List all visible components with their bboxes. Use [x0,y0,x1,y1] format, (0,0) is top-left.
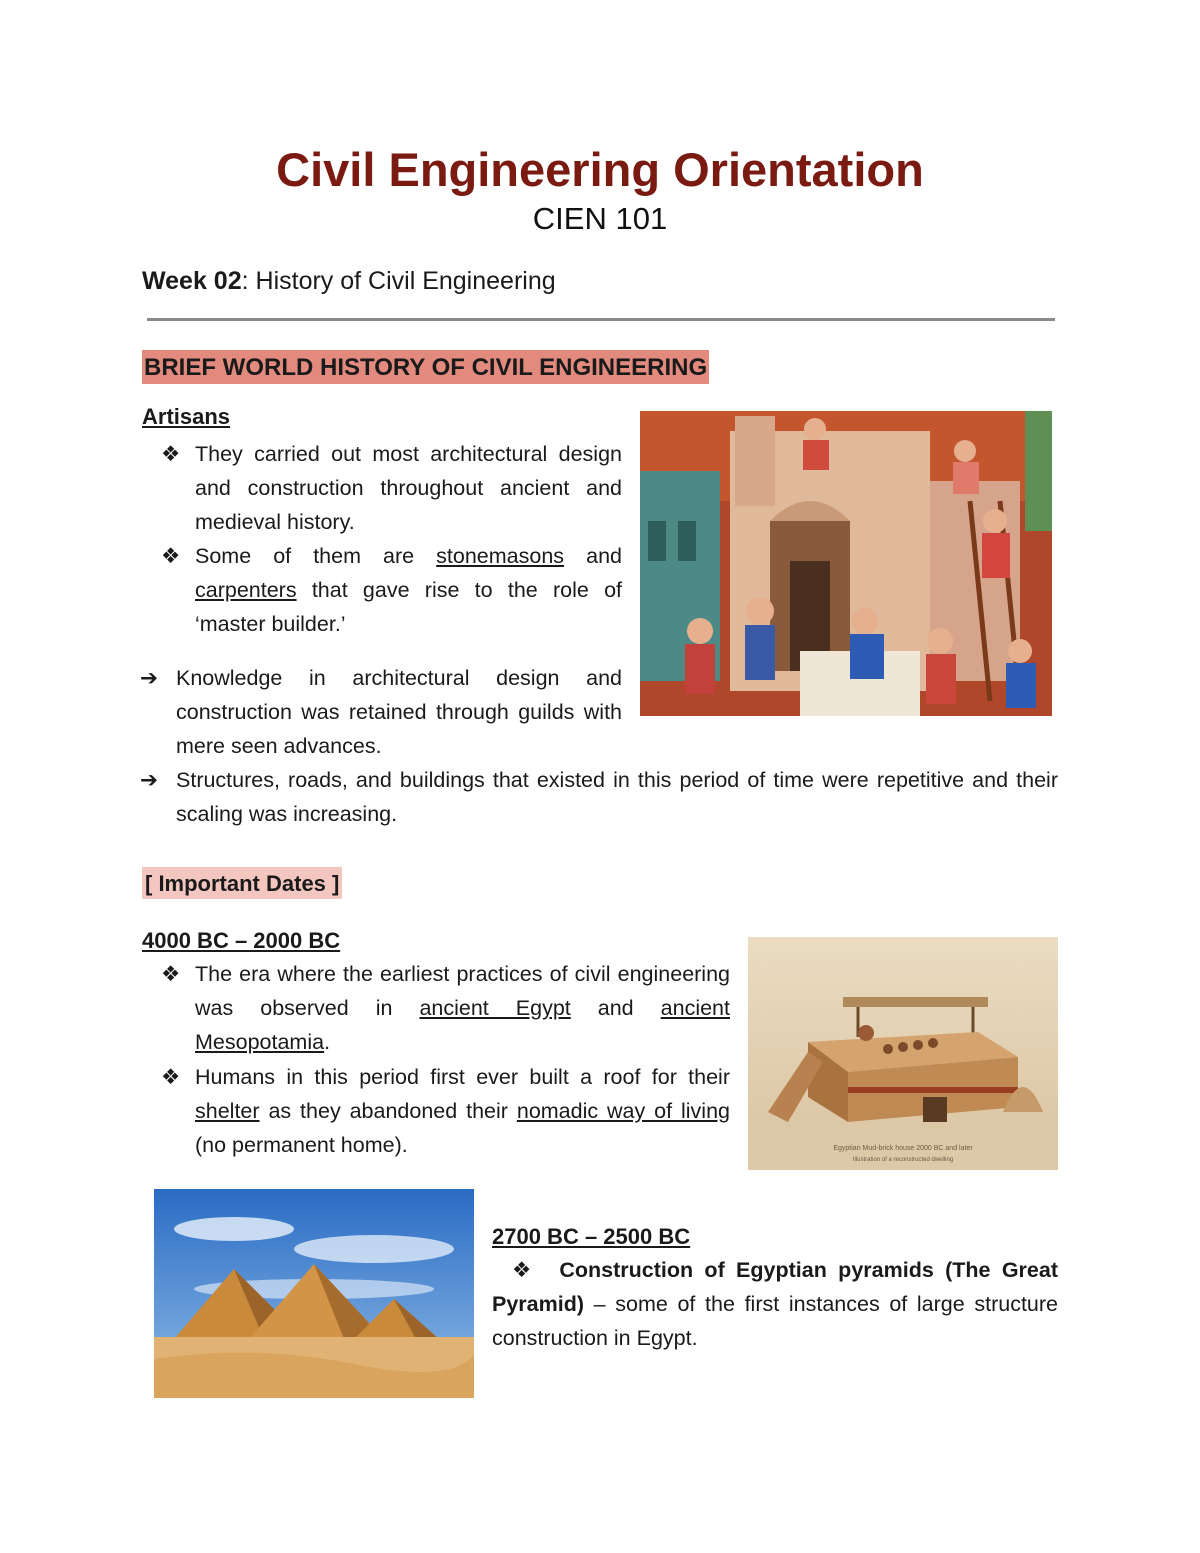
carpenters-term: carpenters [195,578,297,602]
document-title: Civil Engineering Orientation [276,143,924,196]
mudbrick-house-image [748,937,1058,1170]
arrow-text: Structures, roads, and buildings that existed in this period of time were repetitive and their scaling was increasing. [176,768,1058,826]
ancient-egypt-term: ancient Egypt [419,996,571,1020]
artisans-arrow-1 [140,661,622,763]
bullet-text: . [324,1030,331,1054]
bullet-text: They carried out most architectural design and construction throughout ancient and medieval history. [195,442,622,534]
artisans-bullet-1 [161,437,622,539]
bullet-text: The era where the earliest practices of civil engineering was observed in [195,962,730,1020]
bullet-text: and [564,544,622,568]
shelter-term: shelter [195,1099,260,1123]
week-line [142,267,556,296]
medieval-builders-image [640,411,1052,716]
medieval-builders-illustration [640,411,1052,716]
important-dates-label: [ Important Dates ] [142,867,342,899]
artisans-bullet-2 [161,539,622,641]
section-heading: BRIEF WORLD HISTORY OF CIVIL ENGINEERING [142,350,709,384]
arrow-text: Knowledge in architectural design and construction was retained through guilds with mere seen advances. [176,666,622,758]
pyramids-image [154,1189,474,1398]
period-1-heading: 4000 BC – 2000 BC [142,928,341,953]
arrow-right-icon: ➔ [140,768,159,792]
period-2-heading: 2700 BC – 2500 BC [492,1224,691,1249]
bullet-text: – some of the first instances of large structure construction in Egypt. [492,1292,1058,1350]
artisans-arrow-2 [140,763,1058,831]
period-1-bullet-1 [161,957,730,1059]
bullet-text: (no permanent home). [195,1133,408,1157]
arrow-right-icon: ➔ [140,666,159,690]
course-code: CIEN 101 [532,201,668,236]
diamond-bullet-icon: ❖ [512,1258,537,1282]
bullet-text: Some of them are [195,544,437,568]
image-caption: Egyptian Mud-brick house 2000 BC and later [833,1145,973,1152]
pyramids-photo [154,1189,474,1398]
diamond-bullet-icon: ❖ [161,442,181,466]
pyramid-construction-bold: Construction of Egyptian pyramids (The Great Pyramid) [492,1258,1059,1316]
week-label: Week 02 [142,267,242,295]
bullet-text: Humans in this period first ever built a roof for their [195,1065,730,1089]
bullet-text: and [570,996,661,1020]
diamond-bullet-icon: ❖ [161,962,181,986]
bullet-text: that gave rise to the role of ‘master builder.’ [195,578,622,636]
ancient-mesopotamia-term: ancient Mesopotamia [195,996,730,1054]
week-topic: History of Civil Engineering [255,267,556,295]
nomadic-way-of-living-term: nomadic way of living [516,1099,730,1123]
mudbrick-house-illustration [748,937,1058,1170]
diamond-bullet-icon: ❖ [161,1065,181,1089]
bullet-text: as they abandoned their [259,1099,517,1123]
image-caption-sub: Illustration of a reconstructed dwelling [852,1157,954,1163]
week-separator: : [241,267,249,295]
diamond-bullet-icon: ❖ [161,544,181,568]
period-2-bullet [492,1253,1058,1355]
period-1-bullet-2 [161,1060,730,1162]
horizontal-divider [147,318,1055,321]
artisans-heading: Artisans [142,404,231,429]
stonemasons-term: stonemasons [436,544,565,568]
